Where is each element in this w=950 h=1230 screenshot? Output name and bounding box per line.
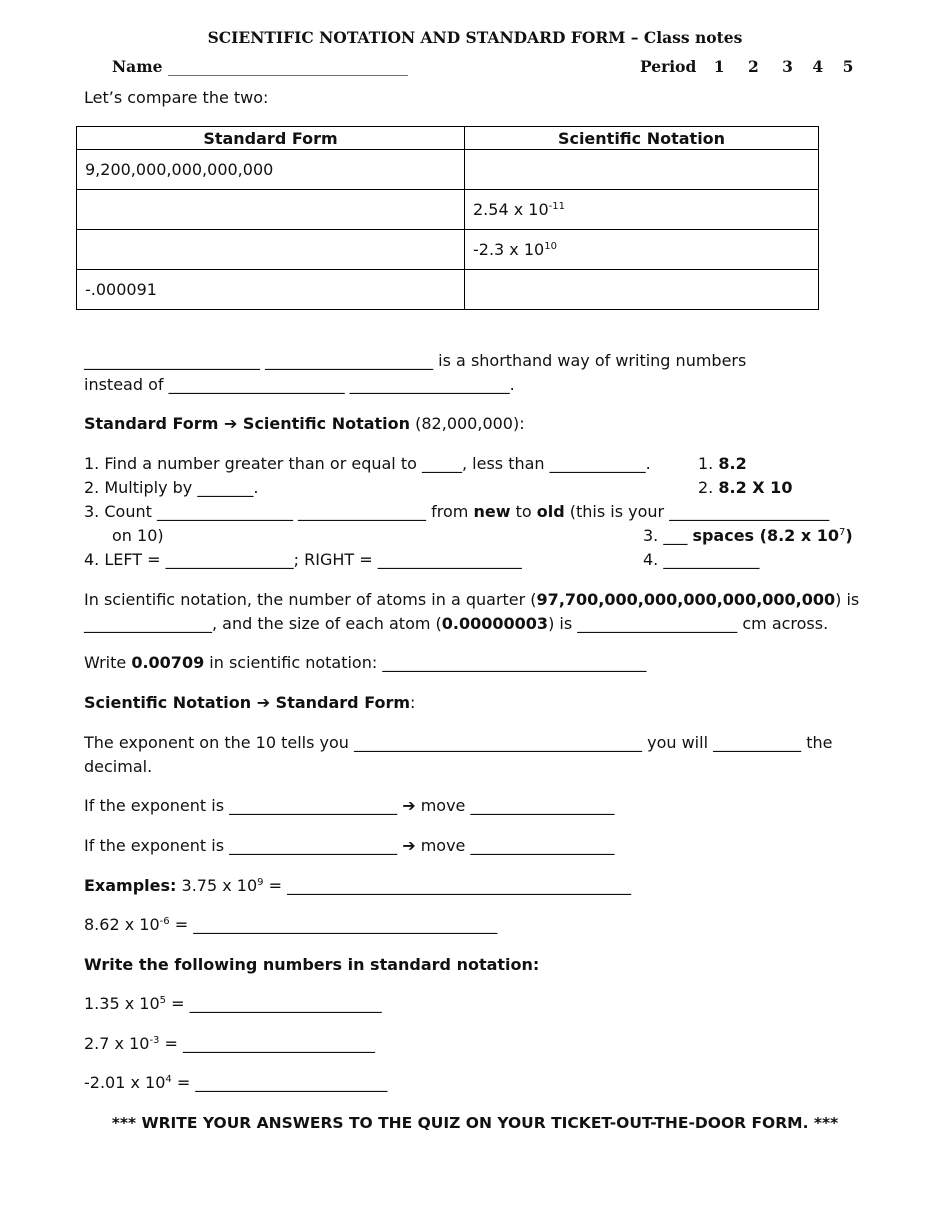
step-keyword-old: old	[536, 502, 565, 521]
heading-part: Standard Form	[270, 693, 411, 712]
definition-blanks[interactable]: ______________________ _____________________	[84, 351, 434, 370]
practice-item	[84, 994, 382, 1014]
section-heading-sci-to-std	[84, 693, 415, 713]
scientific-cell[interactable]	[465, 230, 819, 270]
scientific-cell[interactable]	[465, 150, 819, 190]
atoms-text: ________________, and the size of each atom (	[84, 614, 442, 633]
section-heading-std-to-sci	[84, 414, 525, 434]
arrow-right-icon: ➔	[223, 414, 238, 433]
period-option[interactable]: 4	[812, 57, 824, 76]
comparison-table	[76, 126, 819, 310]
period-label: Period	[640, 57, 697, 76]
answer-number: 3. ___	[643, 526, 693, 545]
table-row	[77, 270, 819, 310]
definition-blanks[interactable]: ______________________ ____________________.	[168, 375, 515, 394]
sci-exponent: -11	[548, 201, 565, 212]
practice-blank[interactable]: = ________________________	[159, 1034, 376, 1053]
definition-text: is a shorthand way of writing numbers	[433, 351, 747, 370]
step-text: (this is your ____________________	[564, 502, 830, 521]
answer-1	[698, 454, 747, 474]
atoms-text: ) is	[835, 590, 860, 609]
step-text: to	[510, 502, 537, 521]
atoms-text: ) is ____________________ cm across.	[548, 614, 829, 633]
answer-2	[698, 478, 792, 498]
practice-item	[84, 1034, 375, 1054]
practice-exponent: -3	[149, 1035, 160, 1046]
answer-4: 4. ____________	[643, 550, 760, 569]
prompt-text: Write	[84, 653, 132, 672]
intro-text: Let’s compare the two:	[84, 88, 269, 107]
example-base: 8.62 x 10	[84, 915, 160, 934]
scientific-cell[interactable]	[465, 270, 819, 310]
standard-cell[interactable]: -.000091	[77, 270, 465, 310]
definition-line-1	[84, 351, 746, 371]
scientific-cell[interactable]	[465, 190, 819, 230]
step-1: 1. Find a number greater than or equal to _____, less than ____________.	[84, 454, 651, 473]
step-keyword-new: new	[473, 502, 511, 521]
page-title: SCIENTIFIC NOTATION AND STANDARD FORM – Class notes	[207, 28, 743, 47]
name-field[interactable]	[112, 57, 408, 77]
example-blank[interactable]: = ______________________________________	[169, 915, 498, 934]
table-row	[77, 150, 819, 190]
exponent-line-1: The exponent on the 10 tells you ____________________________________ you will ___________ the	[84, 733, 833, 752]
period-option[interactable]: 1	[713, 57, 725, 76]
heading-part: Scientific Notation	[84, 693, 257, 712]
footer-note: *** WRITE YOUR ANSWERS TO THE QUIZ ON YOUR TICKET-OUT-THE-DOOR FORM. ***	[111, 1114, 839, 1132]
step-3-continued: on 10)	[112, 526, 164, 545]
heading-part: Standard Form	[84, 414, 224, 433]
name-blank: _______________________________	[167, 58, 409, 76]
examples-label: Examples:	[84, 876, 177, 895]
step-text: 3. Count _________________ ________________ from	[84, 502, 474, 521]
period-option[interactable]: 3	[782, 57, 793, 76]
step-2: 2. Multiply by _______.	[84, 478, 259, 497]
atoms-text: In scientific notation, the number of atoms in a quarter (	[84, 590, 537, 609]
period-option[interactable]: 2	[747, 57, 759, 76]
practice-base: 2.7 x 10	[84, 1034, 150, 1053]
practice-blank[interactable]: = ________________________	[166, 994, 382, 1013]
answer-number: 1.	[698, 454, 719, 473]
exponent-line-2: decimal.	[84, 757, 153, 776]
answer-3	[643, 526, 853, 546]
answer-value: )	[845, 526, 853, 545]
practice-blank[interactable]: = ________________________	[171, 1073, 388, 1092]
sci-base: -2.3 x 10	[473, 240, 545, 259]
practice-heading-text: Write the following numbers in standard notation:	[84, 955, 540, 974]
practice-base: -2.01 x 10	[84, 1073, 166, 1092]
step-3	[84, 502, 829, 522]
answer-value: 8.2	[718, 454, 747, 473]
arrow-right-icon: ➔	[256, 693, 271, 712]
atoms-line-1	[84, 590, 859, 610]
practice-base: 1.35 x 10	[84, 994, 160, 1013]
heading-part: (82,000,000):	[410, 414, 525, 433]
atom-size: 0.00000003	[441, 614, 549, 633]
answer-number: 2.	[698, 478, 719, 497]
standard-cell[interactable]	[77, 190, 465, 230]
answer-value: spaces (8.2 x 10	[692, 526, 840, 545]
example-1	[84, 876, 631, 896]
example-exponent: 9	[257, 877, 264, 888]
period-option[interactable]: 5	[842, 57, 854, 76]
sci-base: 2.54 x 10	[473, 200, 549, 219]
example-blank[interactable]: = ___________________________________________	[263, 876, 632, 895]
heading-part: :	[410, 693, 416, 712]
table-row	[77, 190, 819, 230]
practice-heading	[84, 955, 539, 975]
example-exponent: -6	[159, 916, 170, 927]
if-exponent-1: If the exponent is _____________________ ➔ move __________________	[84, 796, 615, 815]
sci-exponent: 10	[544, 241, 557, 252]
column-header-scientific: Scientific Notation	[465, 127, 819, 150]
practice-exponent: 4	[165, 1074, 172, 1085]
prompt-number: 0.00709	[131, 653, 205, 672]
standard-cell[interactable]	[77, 230, 465, 270]
if-exponent-2: If the exponent is _____________________ ➔ move __________________	[84, 836, 615, 855]
practice-item	[84, 1073, 387, 1093]
example-2	[84, 915, 497, 935]
table-row	[77, 230, 819, 270]
example-base: 3.75 x 10	[176, 876, 258, 895]
definition-text: instead of	[84, 375, 169, 394]
standard-cell[interactable]: 9,200,000,000,000,000	[77, 150, 465, 190]
step-4: 4. LEFT = ________________; RIGHT = __________________	[84, 550, 522, 569]
practice-exponent: 5	[159, 995, 166, 1006]
atoms-count: 97,700,000,000,000,000,000,000	[536, 590, 836, 609]
definition-line-2	[84, 375, 515, 395]
answer-value: 8.2 X 10	[718, 478, 793, 497]
heading-part: Scientific Notation	[237, 414, 411, 433]
name-label: Name	[112, 57, 163, 76]
column-header-standard: Standard Form	[77, 127, 465, 150]
prompt-text: in scientific notation: _________________________________	[204, 653, 647, 672]
atoms-line-2	[84, 614, 828, 634]
table-header-row	[77, 127, 819, 150]
answer-exponent: 7	[839, 527, 846, 538]
write-sci-prompt	[84, 653, 646, 673]
period-selector[interactable]	[640, 57, 853, 77]
